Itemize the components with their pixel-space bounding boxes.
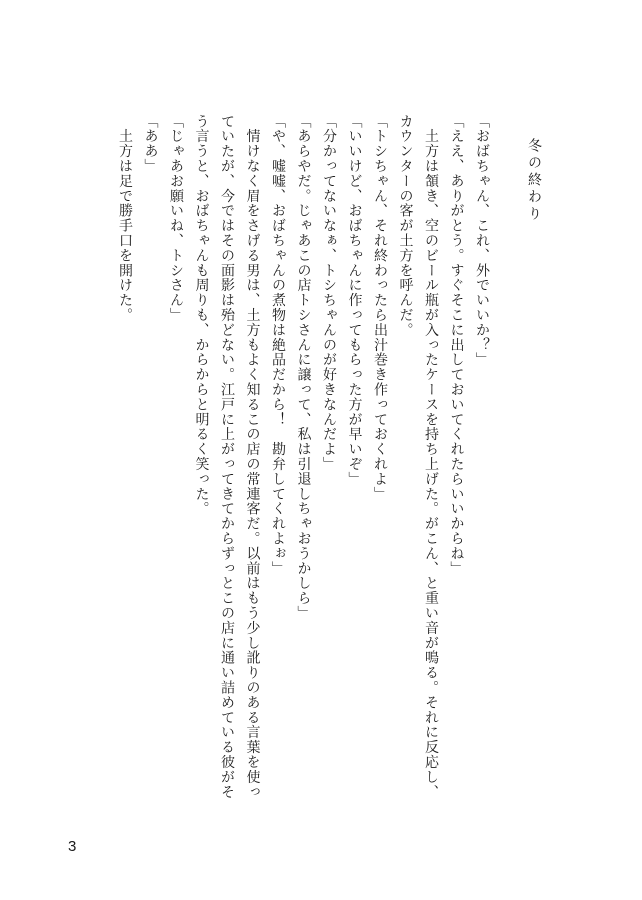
paragraph-9: 情けなく眉をさげる男は、土方もよく知るこの店の常連客だ。以前はもう少し訛りのある言葉を使っていたが、今ではその面影は殆どない。江戸に上がってきてからずっとこの店に通い詰めている彼がそう言うと、おばちゃんも周りも、からからと明るく笑った。 — [193, 114, 261, 800]
paragraph-7: 「あらやだ。じゃあこの店トシさんに譲って、私は引退しちゃおうかしら」 — [295, 114, 312, 621]
paragraph-10: 「じゃあお願いね、トシさん」 — [168, 114, 184, 323]
paragraph-8: 「や、嘘嘘、おばちゃんの煮物は絶品だから！ 勘弁してくれよぉ」 — [270, 114, 286, 576]
page-number: 3 — [68, 838, 77, 855]
paragraph-5: 「いいけど、おばちゃんに作ってもらった方が早いぞ」 — [346, 114, 363, 487]
body-text — [112, 114, 495, 814]
paragraph-2: 「ええ、ありがとう。すぐそこに出しておいてくれたらいいからね」 — [448, 114, 465, 576]
chapter-title: 冬の終わり — [526, 138, 542, 223]
paragraph-11: 「ああ」 — [142, 114, 159, 174]
paragraph-12: 土方は足で勝手口を開けた。 — [117, 114, 133, 323]
paragraph-4: 「トシちゃん、それ終わったら出汁巻き作っておくれよ」 — [372, 114, 388, 502]
paragraph-6: 「分かってないなぁ、トシちゃんのが好きなんだよ」 — [321, 114, 337, 472]
paragraph-1: 「おばちゃん、これ、外でいいか？」 — [474, 114, 490, 368]
paragraph-3: 土方は頷き、空のビール瓶が入ったケースを持ち上げた。がこん、と重い音が鳴る。それに反応し、カウンターの客が土方を呼んだ。 — [397, 114, 439, 800]
